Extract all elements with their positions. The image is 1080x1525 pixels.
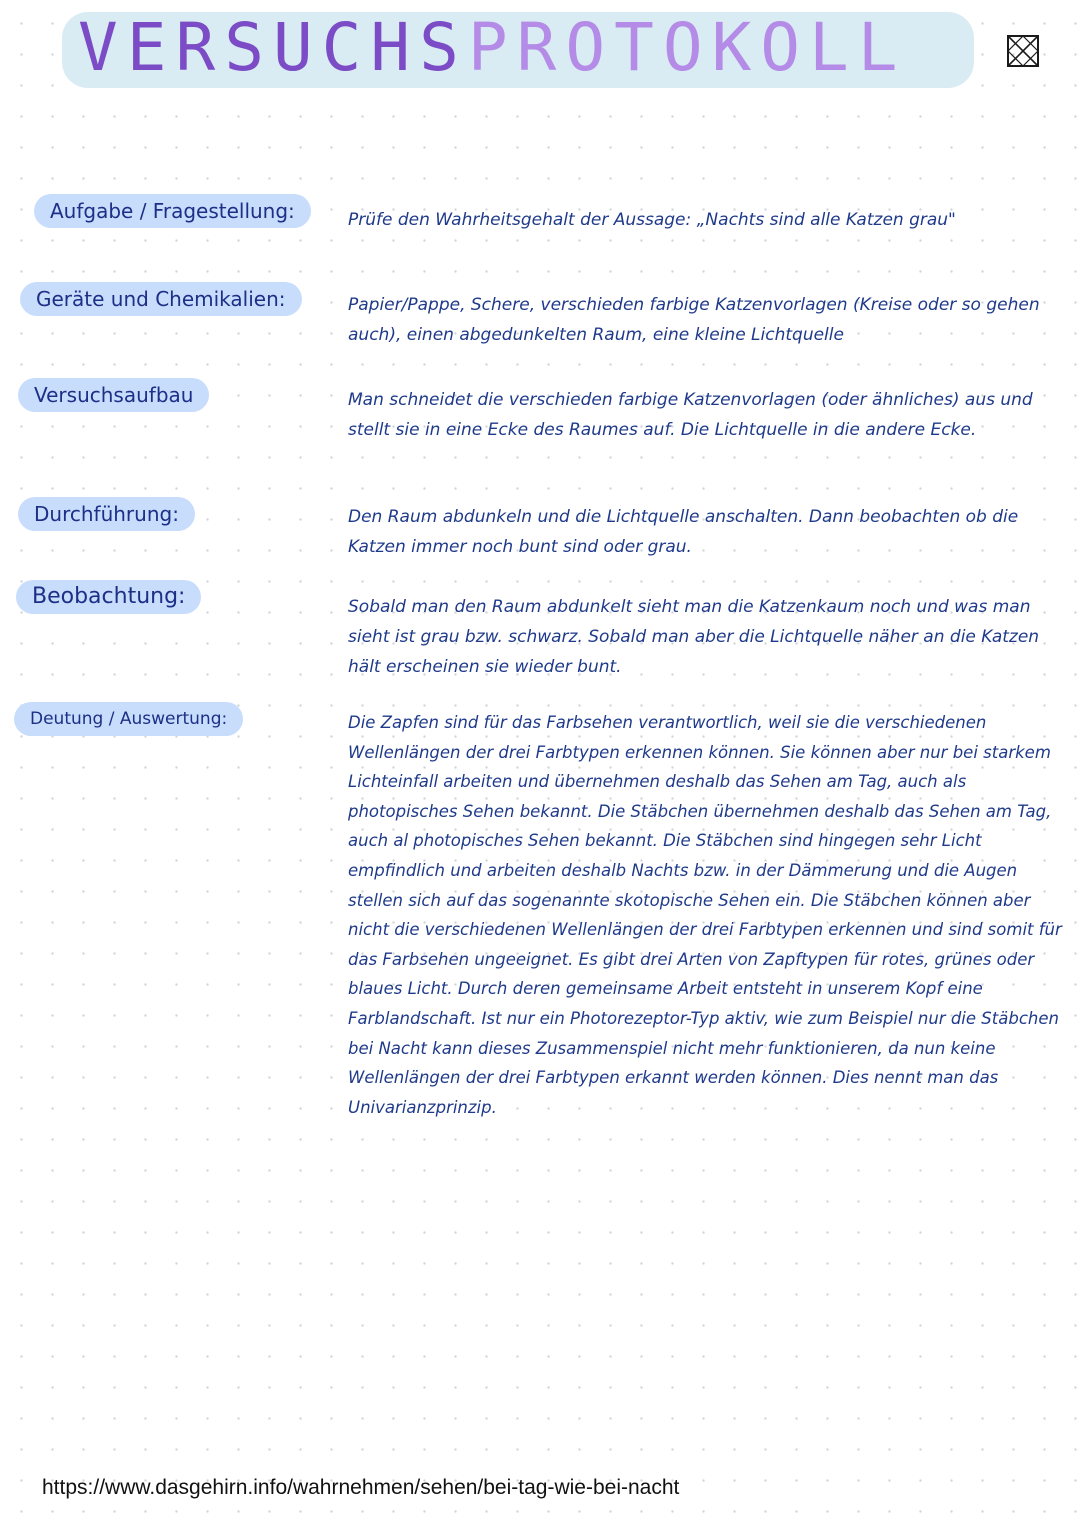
- crossed-box-logo-icon: [1006, 34, 1040, 68]
- page-title: [78, 8, 907, 88]
- section-label-deutung: Deutung / Auswertung:: [14, 702, 243, 736]
- section-label-versuchsaufbau: Versuchsaufbau: [18, 378, 209, 412]
- section-label-beobachtung: Beobachtung:: [16, 580, 201, 614]
- section-label-durchfuehrung: Durchführung:: [18, 497, 195, 531]
- section-text-geraete: Papier/Pappe, Schere, verschieden farbige Katzenvorlagen (Kreise oder so gehen auch), einen abgedunkelten Raum, eine kleine Lichtquelle: [348, 295, 1040, 345]
- section-label-geraete: Geräte und Chemikalien:: [20, 282, 302, 316]
- title-part-versuchs: VERSUCHS: [78, 9, 468, 86]
- source-url: https://www.dasgehirn.info/wahrnehmen/sehen/bei-tag-wie-bei-nacht: [42, 1476, 680, 1499]
- section-label-aufgabe: Aufgabe / Fragestellung:: [34, 194, 311, 228]
- section-text-beobachtung: Sobald man den Raum abdunkelt sieht man die Katzenkaum noch und was man sieht ist grau bzw. schwarz. Sobald man aber die Lichtquelle näher an die Katzen hält erscheinen sie wieder bunt.: [348, 597, 1040, 677]
- title-part-protokoll: PROTOKOLL: [467, 9, 907, 86]
- section-text-durchfuehrung: Den Raum abdunkeln und die Lichtquelle anschalten. Dann beobachten ob die Katzen immer noch bunt sind oder grau.: [348, 507, 1019, 557]
- section-text-aufgabe: Prüfe den Wahrheitsgehalt der Aussage: „Nachts sind alle Katzen grau": [348, 210, 956, 230]
- section-text-deutung: Die Zapfen sind für das Farbsehen verantwortlich, weil sie die verschiedenen Wellenlängen der drei Farbtypen erkennen können. Sie können aber nur bei starkem Lichteinfall arbeiten und übernehmen deshalb das Sehen am Tag, auch als photopisches Sehen bekannt. Die Stäbchen übernehmen deshalb das Sehen am Tag, auch al photopisches Sehen bekannt. Die Stäbchen sind hingegen sehr Licht empfindlich und arbeiten deshalb Nachts bzw. in der Dämmerung und die Augen stellen sich auf das sogenannte skotopische Sehen ein. Die Stäbchen können aber nicht die verschiedenen Wellenlängen der drei Farbtypen erkennen und sind somit für das Farbsehen ungeeignet. Es gibt drei Arten von Zapftypen für rotes, grünes oder blaues Licht. Durch deren gemeinsame Arbeit entsteht in unserem Kopf eine Farblandschaft. Ist nur ein Photorezeptor-Typ aktiv, wie zum Beispiel nur die Stäbchen bei Nacht kann dieses Zusammenspiel nicht mehr funktionieren, da nun keine Wellenlängen der drei Farbtypen erkannt werden können. Dies nennt man das Univarianzprinzip.: [348, 713, 1062, 1117]
- section-text-versuchsaufbau: Man schneidet die verschieden farbige Katzenvorlagen (oder ähnliches) aus und stellt sie in eine Ecke des Raumes auf. Die Lichtquelle in die andere Ecke.: [348, 390, 1033, 440]
